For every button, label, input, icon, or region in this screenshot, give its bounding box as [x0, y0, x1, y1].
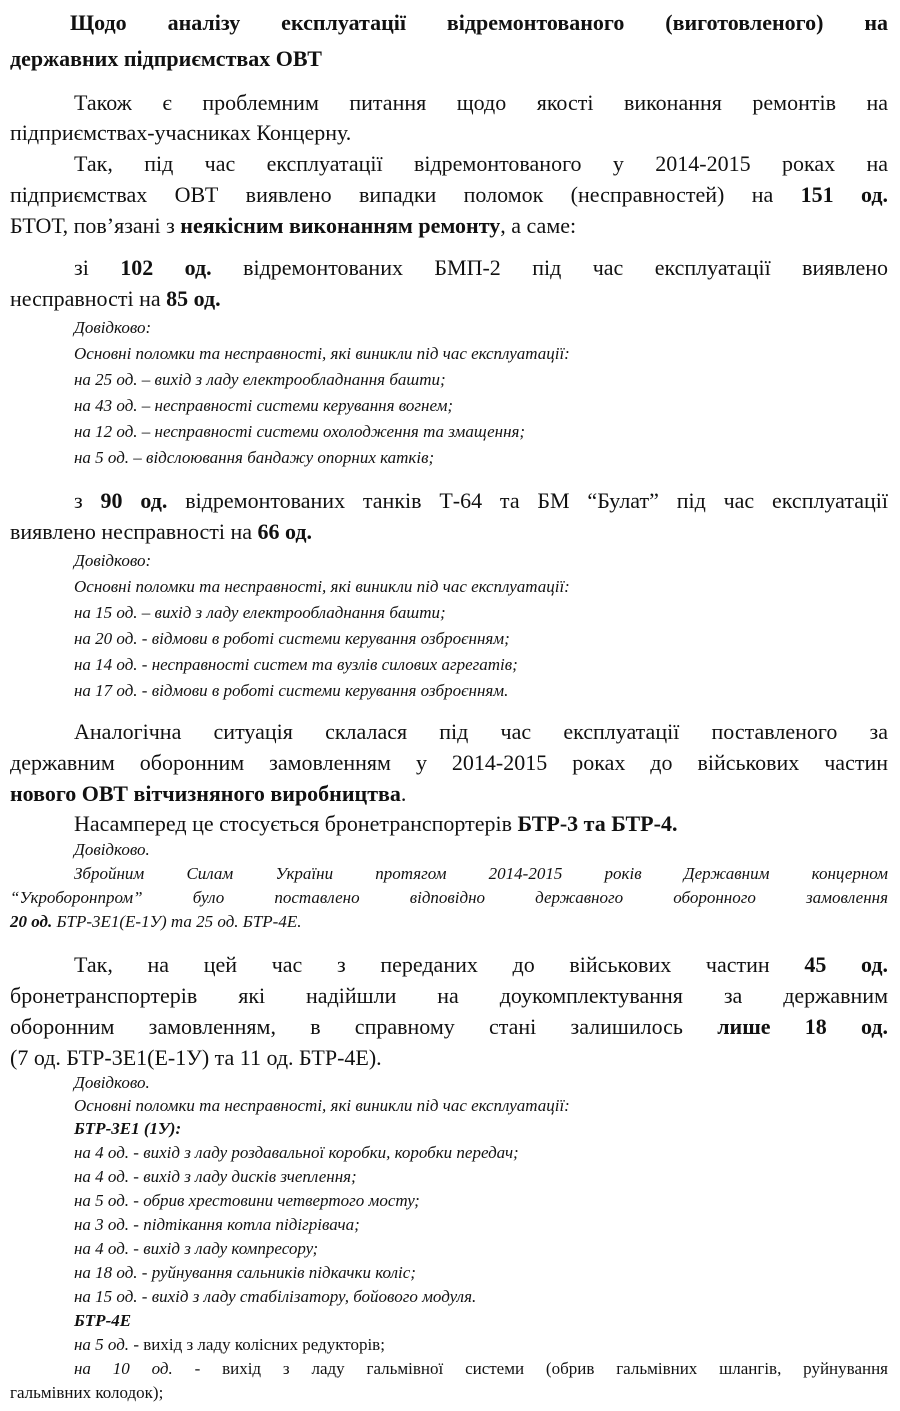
bmp-note-line: на 12 од. – несправності системи охолодження та змащення; — [74, 422, 526, 441]
btr3-item: на 4 од. - вихід з ладу дисків зчеплення; — [74, 1167, 357, 1186]
paragraph-quality-line-2: підприємствах-учасниках Концерну. — [10, 120, 352, 145]
paragraph-btr-state-line-2: бронетранспортерів які надійшли на доукомплектування за державним — [10, 983, 888, 1008]
tank-note-line: Довідково: — [74, 551, 152, 570]
tank-note-line: Основні поломки та несправності, які виникли під час експлуатації: — [74, 577, 570, 596]
tank-paragraph-line-1: з 90 од. відремонтованих танків Т-64 та БМ “Булат” під час експлуатації — [74, 488, 888, 513]
tank-note-line: на 17 од. - відмови в роботі системи керування озброєнням. — [74, 681, 509, 700]
paragraph-quality-line-1: Також є проблемним питання щодо якості виконання ремонтів на — [74, 90, 888, 115]
paragraph-repairs-line-1: Так, під час експлуатації відремонтованого у 2014-2015 роках на — [74, 151, 888, 176]
bmp-note-line: на 25 од. – вихід з ладу електрообладнання башти; — [74, 370, 446, 389]
paragraph-btr-state-line-4: (7 од. БТР-3Е1(Е-1У) та 11 од. БТР-4Е). — [10, 1045, 382, 1070]
bmp-note-line: на 5 од. – відслоювання бандажу опорних катків; — [74, 448, 435, 467]
btr4-subheading: БТР-4Е — [74, 1311, 132, 1330]
paragraph-btr-state-line-1: Так, на цей час з переданих до військових частин 45 од. — [74, 952, 888, 977]
btr-delivery-note-line-1: Збройним Силам України протягом 2014-2015 років Державним концерном — [74, 864, 888, 883]
paragraph-repairs-line-2: підприємствах ОВТ виявлено випадки поломок (несправностей) на 151 од. — [10, 182, 888, 207]
btr-note-label: Довідково. — [74, 1073, 150, 1092]
paragraph-btr-line: Насамперед це стосується бронетранспортерів БТР-3 та БТР-4. — [74, 811, 678, 836]
document-title-line-1: Щодо аналізу експлуатації відремонтованого (виготовленого) на — [70, 10, 888, 35]
btr-delivery-note-line-3: 20 од. БТР-3Е1(Е-1У) та 25 од. БТР-4Е. — [10, 912, 302, 931]
btr4-item-continuation: гальмівних колодок); — [10, 1383, 164, 1402]
btr3-item: на 3 од. - підтікання котла підігрівача; — [74, 1215, 360, 1234]
bmp-note-line: Основні поломки та несправності, які виникли під час експлуатації: — [74, 344, 570, 363]
bmp-paragraph-line-2: несправності на 85 од. — [10, 286, 221, 311]
bmp-paragraph-line-1: зі 102 од. відремонтованих БМП-2 під час експлуатації виявлено — [74, 255, 888, 280]
btr3-item: на 18 од. - руйнування сальників підкачки коліс; — [74, 1263, 416, 1282]
btr3-item: на 15 од. - вихід з ладу стабілізатору, бойового модуля. — [74, 1287, 477, 1306]
bmp-note-line: Довідково: — [74, 318, 152, 337]
tank-paragraph-line-2: виявлено несправності на 66 од. — [10, 519, 313, 544]
btr-delivery-note-line-2: “Укроборонпром” було поставлено відповідно державного оборонного замовлення — [10, 888, 888, 907]
btr-delivery-note-label: Довідково. — [74, 840, 150, 859]
btr3-item: на 5 од. - обрив хрестовини четвертого мосту; — [74, 1191, 420, 1210]
paragraph-repairs-line-3: БТОТ, пов’язані з неякісним виконанням ремонту, а саме: — [10, 213, 577, 238]
tank-note-line: на 20 од. - відмови в роботі системи керування озброєнням; — [74, 629, 510, 648]
paragraph-new-ovt-line-2: державним оборонним замовленням у 2014-2015 роках до військових частин — [10, 750, 888, 775]
btr4-item: на 10 од. - вихід з ладу гальмівної системи (обрив гальмівних шлангів, руйнування — [74, 1359, 889, 1378]
document-title-line-2: державних підприємствах ОВТ — [10, 46, 322, 71]
paragraph-new-ovt-line-1: Аналогічна ситуація склалася під час експлуатації поставленого за — [74, 719, 888, 744]
btr3-item: на 4 од. - вихід з ладу роздавальної коробки, коробки передач; — [74, 1143, 519, 1162]
btr-note-intro: Основні поломки та несправності, які виникли під час експлуатації: — [74, 1096, 570, 1115]
tank-note-line: на 14 од. - несправності систем та вузлів силових агрегатів; — [74, 655, 518, 674]
btr3-item: на 4 од. - вихід з ладу компресору; — [74, 1239, 319, 1258]
paragraph-btr-state-line-3: оборонним замовленням, в справному стані залишилось лише 18 од. — [10, 1014, 888, 1039]
tank-note-line: на 15 од. – вихід з ладу електрообладнання башти; — [74, 603, 446, 622]
paragraph-new-ovt-line-3: нового ОВТ вітчизняного виробництва. — [10, 781, 407, 806]
bmp-note-line: на 43 од. – несправності системи керування вогнем; — [74, 396, 454, 415]
btr4-item: на 5 од. - вихід з ладу колісних редукторів; — [74, 1335, 385, 1354]
btr3-subheading: БТР-3Е1 (1У): — [74, 1119, 182, 1138]
